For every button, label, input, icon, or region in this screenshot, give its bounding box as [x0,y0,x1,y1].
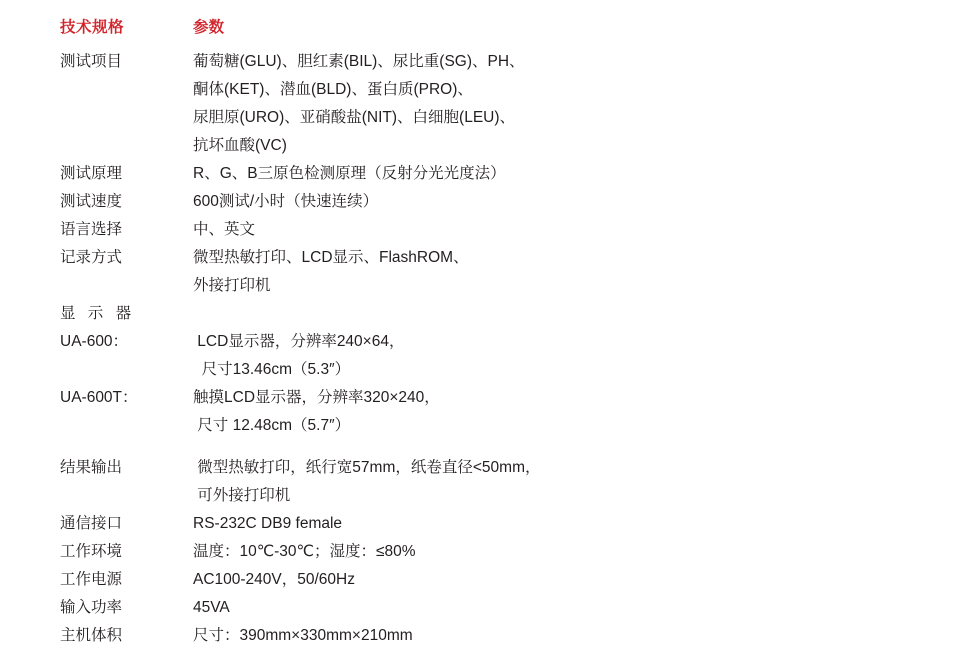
table-row [60,566,940,594]
spacer-cell [60,440,193,454]
table-header-row [60,14,940,48]
row-label: 语言选择 [60,221,123,238]
row-value [193,244,940,300]
table-row [60,300,940,328]
row-label: UA-600T： [60,389,138,406]
value-line: 触摸LCD显示器，分辨率320×240， [193,389,440,406]
row-label: 通信接口 [60,515,123,532]
row-label: 测试项目 [60,53,123,70]
header-cell-category: 技术规格 [60,19,125,36]
table-row [60,510,940,538]
table-row [60,244,940,300]
value-line: 可外接打印机 [193,487,291,504]
table-row [60,538,940,566]
value-line: 酮体(KET)、潜血(BLD)、蛋白质(PRO)、 [193,81,473,98]
row-label: 显 示 器 [60,305,136,322]
table-row [60,328,940,384]
row-value [193,328,940,384]
row-value [193,160,940,188]
value-line: 600测试/小时（快速连续） [193,193,379,210]
value-line: R、G、B三原色检测原理（反射分光光度法） [193,165,506,182]
row-value [193,622,940,650]
table-body [60,14,940,650]
table-row [60,454,940,510]
row-label: UA-600： [60,333,129,350]
row-label: 测试原理 [60,165,123,182]
row-label: 记录方式 [60,249,123,266]
table-row [60,48,940,160]
row-value [193,510,940,538]
row-value [193,454,940,510]
value-line: LCD显示器，分辨率240×64， [193,333,405,350]
value-line: 葡萄糖(GLU)、胆红素(BIL)、尿比重(SG)、PH、 [193,53,525,70]
value-line: AC100-240V，50/60Hz [193,571,355,588]
specifications-table [60,14,940,650]
row-label: 工作环境 [60,543,123,560]
row-label: 工作电源 [60,571,123,588]
table-row [60,384,940,440]
value-line: 外接打印机 [193,277,271,294]
table-row [60,622,940,650]
row-spacer [60,440,940,454]
value-line: 尿胆原(URO)、亚硝酸盐(NIT)、白细胞(LEU)、 [193,109,516,126]
table-row [60,160,940,188]
row-value [193,384,940,440]
row-label: 测试速度 [60,193,123,210]
table-row [60,188,940,216]
value-line: 45VA [193,599,230,616]
row-label: 输入功率 [60,599,123,616]
table-row [60,594,940,622]
value-line: 尺寸13.46cm（5.3″） [193,361,351,378]
row-value [193,594,940,622]
row-value [193,216,940,244]
value-line: 抗坏血酸(VC) [193,137,287,154]
row-label: 结果输出 [60,459,123,476]
table-row [60,216,940,244]
row-value [193,48,940,160]
row-value [193,566,940,594]
value-line: 微型热敏打印、LCD显示、FlashROM、 [193,249,469,266]
row-label: 主机体积 [60,627,123,644]
row-value [193,538,940,566]
header-cell-parameter: 参数 [193,19,225,36]
value-line: 微型热敏打印，纸行宽57mm，纸卷直径<50mm， [193,459,541,476]
value-line: RS-232C DB9 female [193,515,343,532]
value-line: 尺寸：390mm×330mm×210mm [193,627,413,644]
spacer-cell [193,440,940,454]
row-value [193,300,940,328]
value-line: 温度：10℃-30℃；湿度：≤80% [193,543,416,560]
value-line: 中、英文 [193,221,256,238]
value-line: 尺寸 12.48cm（5.7″） [193,417,351,434]
row-value [193,188,940,216]
